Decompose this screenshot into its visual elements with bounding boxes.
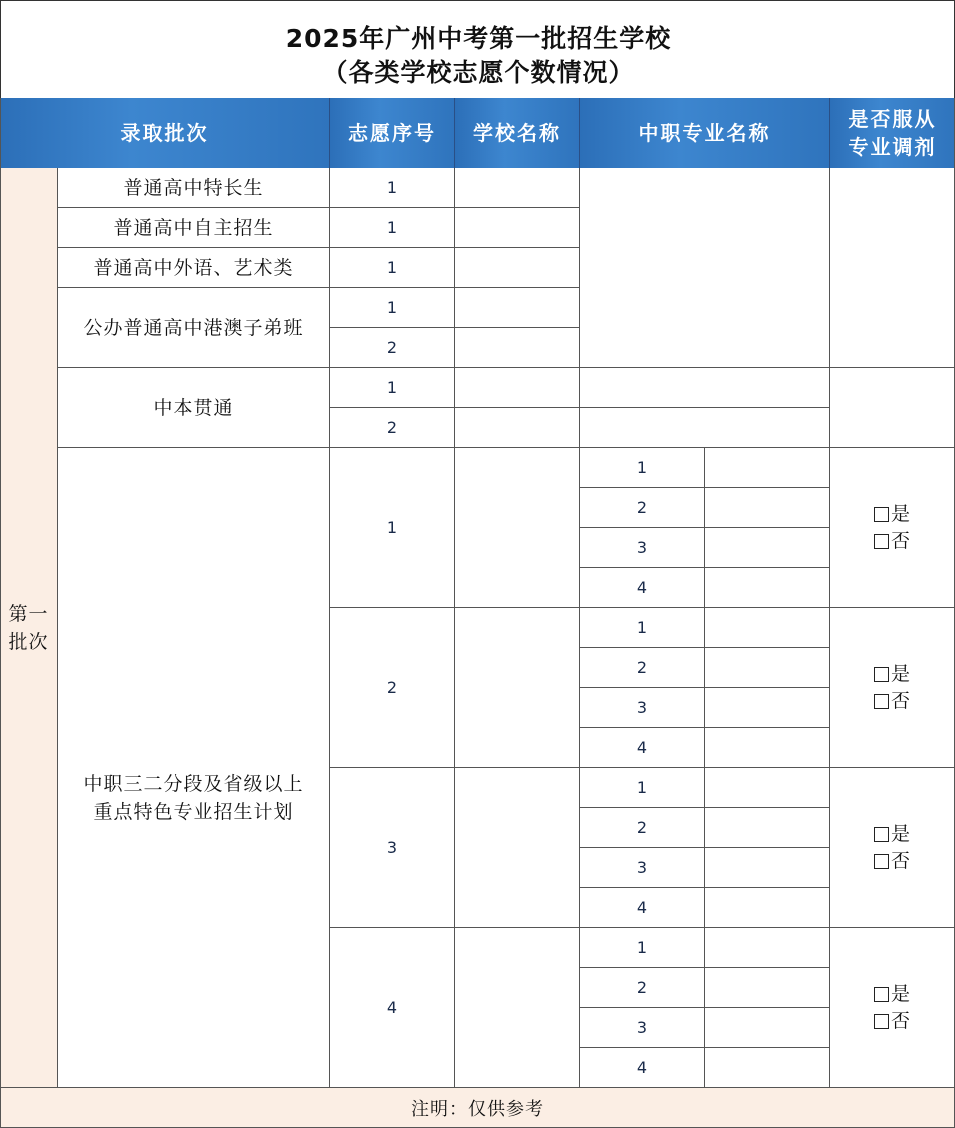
school-name-field[interactable] [455,928,580,1088]
header-adjust-line1: 是否服从 [848,107,937,131]
header-school: 学校名称 [455,98,580,168]
checkbox-label: 是 [890,822,910,845]
yes-checkbox[interactable] [874,501,910,528]
major-number: 2 [580,488,705,528]
major-number: 1 [580,448,705,488]
major-name-field[interactable] [705,568,830,608]
checkbox-square-icon[interactable] [874,507,889,522]
vocational-order-number: 4 [330,928,455,1088]
header-major: 中职专业名称 [580,98,830,168]
major-number: 2 [580,648,705,688]
major-name-field[interactable] [705,968,830,1008]
major-name-field[interactable] [705,728,830,768]
major-name-field[interactable] [705,1048,830,1088]
order-number: 1 [330,288,455,328]
page-title: 2025年广州中考第一批招生学校 [285,24,672,53]
checkbox-label: 否 [890,1009,910,1032]
adjust-blank-cell [830,368,955,448]
checkbox-square-icon[interactable] [874,694,889,709]
yes-checkbox[interactable] [874,661,910,688]
major-number: 1 [580,928,705,968]
major-number: 3 [580,848,705,888]
school-name-field[interactable] [455,408,580,448]
checkbox-square-icon[interactable] [874,534,889,549]
no-checkbox[interactable] [874,528,910,555]
checkbox-label: 否 [890,529,910,552]
major-number: 4 [580,1048,705,1088]
category-label: 普通高中特长生 [58,168,330,208]
major-name-field[interactable] [705,528,830,568]
order-number: 1 [330,208,455,248]
checkbox-square-icon[interactable] [874,667,889,682]
checkbox-label: 是 [890,502,910,525]
adjust-choice-cell [830,928,955,1088]
vocational-order-number: 1 [330,448,455,608]
adjust-choice-cell [830,768,955,928]
no-checkbox[interactable] [874,688,910,715]
major-name-field[interactable] [580,368,830,408]
major-name-field[interactable] [705,808,830,848]
checkbox-square-icon[interactable] [874,854,889,869]
no-checkbox[interactable] [874,848,910,875]
major-number: 1 [580,608,705,648]
header-adjust [830,98,955,168]
order-number: 1 [330,368,455,408]
major-number: 2 [580,968,705,1008]
category-label: 普通高中自主招生 [58,208,330,248]
school-name-field[interactable] [455,368,580,408]
vocational-label-line1: 中职三二分段及省级以上 [83,772,304,795]
header-order: 志愿序号 [330,98,455,168]
checkbox-label: 否 [890,689,910,712]
major-name-field[interactable] [705,888,830,928]
school-name-field[interactable] [455,768,580,928]
adjust-blank-cell [830,168,955,368]
category-label: 中本贯通 [58,368,330,448]
major-number: 4 [580,888,705,928]
major-name-field[interactable] [705,448,830,488]
yes-checkbox[interactable] [874,821,910,848]
adjust-choice-cell [830,608,955,768]
major-name-field[interactable] [705,648,830,688]
vocational-category-label [58,448,330,1088]
vocational-order-number: 3 [330,768,455,928]
category-label: 普通高中外语、艺术类 [58,248,330,288]
vocational-label-line2: 重点特色专业招生计划 [93,800,294,823]
major-number: 3 [580,1008,705,1048]
footer-note: 注明：仅供参考 [0,1088,955,1128]
checkbox-square-icon[interactable] [874,827,889,842]
major-name-field[interactable] [705,848,830,888]
major-name-field[interactable] [705,768,830,808]
header-batch: 录取批次 [0,98,330,168]
side-label-line1: 第一 [8,602,49,625]
major-name-field[interactable] [580,408,830,448]
school-name-field[interactable] [455,248,580,288]
major-number: 3 [580,688,705,728]
adjust-options [874,661,910,715]
school-name-field[interactable] [455,168,580,208]
header-adjust-line2: 专业调剂 [848,135,937,159]
school-name-field[interactable] [455,208,580,248]
major-name-field[interactable] [705,1008,830,1048]
major-number: 2 [580,808,705,848]
checkbox-label: 是 [890,662,910,685]
vocational-order-number: 2 [330,608,455,768]
order-number: 1 [330,168,455,208]
major-name-field[interactable] [705,608,830,648]
yes-checkbox[interactable] [874,981,910,1008]
school-name-field[interactable] [455,608,580,768]
major-name-field[interactable] [705,488,830,528]
checkbox-label: 否 [890,849,910,872]
major-name-field[interactable] [705,928,830,968]
major-blank-cell [580,168,830,368]
title-area [0,0,955,98]
order-number: 2 [330,328,455,368]
major-number: 4 [580,728,705,768]
major-name-field[interactable] [705,688,830,728]
school-name-field[interactable] [455,328,580,368]
major-number: 4 [580,568,705,608]
adjust-options [874,981,910,1035]
major-number: 1 [580,768,705,808]
order-number: 2 [330,408,455,448]
school-name-field[interactable] [455,288,580,328]
checkbox-square-icon[interactable] [874,1014,889,1029]
category-label: 公办普通高中港澳子弟班 [58,288,330,368]
order-number: 1 [330,248,455,288]
side-label-line2: 批次 [8,630,49,653]
no-checkbox[interactable] [874,1008,910,1035]
checkbox-label: 是 [890,982,910,1005]
batch-side-label [0,168,58,1088]
adjust-options [874,501,910,555]
major-number: 3 [580,528,705,568]
adjust-choice-cell [830,448,955,608]
adjust-options [874,821,910,875]
page-subtitle: （各类学校志愿个数情况） [322,58,635,87]
checkbox-square-icon[interactable] [874,987,889,1002]
school-name-field[interactable] [455,448,580,608]
